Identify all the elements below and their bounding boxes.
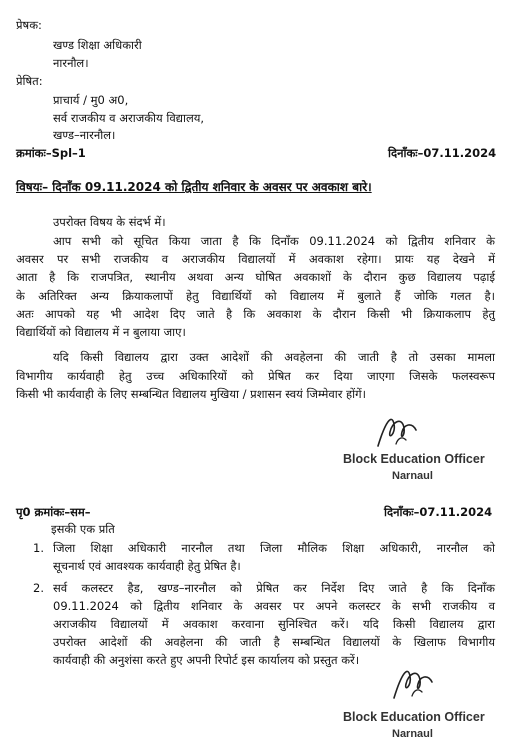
handwritten-signature-1 — [372, 410, 424, 452]
body-para2-line3: किसी भी कार्यवाही के लिए सम्बन्धित विद्यालय मुखिया / प्रशासन स्वयं जिम्मेवार होंगें। — [16, 387, 366, 401]
endorsement-reference: पृ0 क्रमांकः–सम– — [16, 505, 91, 519]
body-para1-line1: आप सभी को सूचित किया जाता है कि दिनाँक 09.11.2024 को द्वितीय शनिवार के — [53, 234, 495, 248]
letter-date: दिनाँकः–07.11.2024 — [388, 146, 497, 160]
body-para1-line6: विद्यार्थियों को विद्यालय में न बुलाया जाए। — [16, 325, 186, 339]
body-para1-line2: अवसर पर सभी राजकीय व अराजकीय विद्यालयों में अवकाश रहेगा। प्रायः यह देखने में — [16, 252, 495, 266]
endorsement-item-2-line5: कार्यवाही की अनुशंसा करते हुए अपनी रिपोर्ट इस कार्यालय को प्रस्तुत करें। — [53, 653, 360, 667]
endorsement-item-2-line3: अराजकीय विद्यालयों में अवकाश करवाना सुनिश्चित करें। यदि किसी विद्यालय द्वारा — [53, 617, 495, 631]
handwritten-signature-2 — [388, 662, 440, 704]
signature-1-title: Block Education Officer — [343, 452, 485, 466]
endorsement-date: दिनाँकः–07.11.2024 — [384, 505, 493, 519]
body-para1-line4: के अतिरिक्त अन्य क्रियाकलापों हेतु विद्यार्थियों को विद्यालय में बुलाते हैं जोकि गलत है। — [16, 289, 495, 303]
reference-number: क्रमांकः–Spl–1 — [16, 146, 86, 160]
endorsement-item-2-line1: सर्व कलस्टर हैड, खण्ड–नारनौल को प्रेषित कर निर्देश दिए जाते है कि दिनाँक — [53, 581, 495, 595]
endorsement-copy-line: इसकी एक प्रति — [51, 522, 115, 536]
from-line-1: खण्ड शिक्षा अधिकारी — [53, 38, 142, 52]
signature-2-place: Narnaul — [392, 728, 433, 740]
endorsement-item-2-line4: उपरोक्त आदेशों की अवहेलना की जाती है सम्बन्धित विद्यालयों के खिलाफ विभागीय — [53, 635, 495, 649]
subject-line: विषयः– दिनाँक 09.11.2024 को द्वितीय शनिवार के अवसर पर अवकाश बारे। — [16, 180, 372, 194]
to-line-1: प्राचार्य / मु0 अ0, — [53, 93, 129, 107]
to-line-3: खण्ड–नारनौल। — [53, 128, 116, 142]
endorsement-item-2-line2: 09.11.2024 को द्वितीय शनिवार के अवसर पर अपने कलस्टर के सभी राजकीय व — [53, 599, 495, 613]
body-para1-line5: अतः आपको यह भी आदेश दिए जाते है कि अवकाश के दौरान किसी भी क्रियाकलाप हेतु — [16, 307, 495, 321]
body-intro: उपरोक्त विषय के संदर्भ में। — [53, 215, 166, 229]
endorsement-item-1-line2: सूचनार्थ एवं आवश्यक कार्यवाही हेतु प्रेषित है। — [53, 559, 241, 573]
to-label: प्रेषित: — [16, 74, 43, 88]
signature-1-place: Narnaul — [392, 470, 433, 482]
body-para2-line2: विभागीय कार्यवाही हेतु उच्च अधिकारियों को प्रेषित कर दिया जाएगा जिसके फलस्वरूप — [16, 369, 495, 383]
endorsement-item-2-number: 2. — [33, 581, 44, 595]
endorsement-item-1-line1: जिला शिक्षा अधिकारी नारनौल तथा जिला मौलिक शिक्षा अधिकारी, नारनौल को — [53, 541, 495, 555]
from-label: प्रेषक: — [16, 18, 42, 32]
endorsement-item-1-number: 1. — [33, 541, 44, 555]
from-line-2: नारनौल। — [53, 56, 89, 70]
body-para1-line3: आता है कि राजपत्रित, स्थानीय अथवा अन्य घोषित अवकाशों के दौरान कुछ विद्यालय पढ़ाई — [16, 270, 495, 284]
signature-2-title: Block Education Officer — [343, 710, 485, 724]
to-line-2: सर्व राजकीय व अराजकीय विद्यालय, — [53, 111, 205, 125]
body-para2-line1: यदि किसी विद्यालय द्वारा उक्त आदेशों की अवहेलना की जाती है तो उसका मामला — [53, 350, 495, 364]
